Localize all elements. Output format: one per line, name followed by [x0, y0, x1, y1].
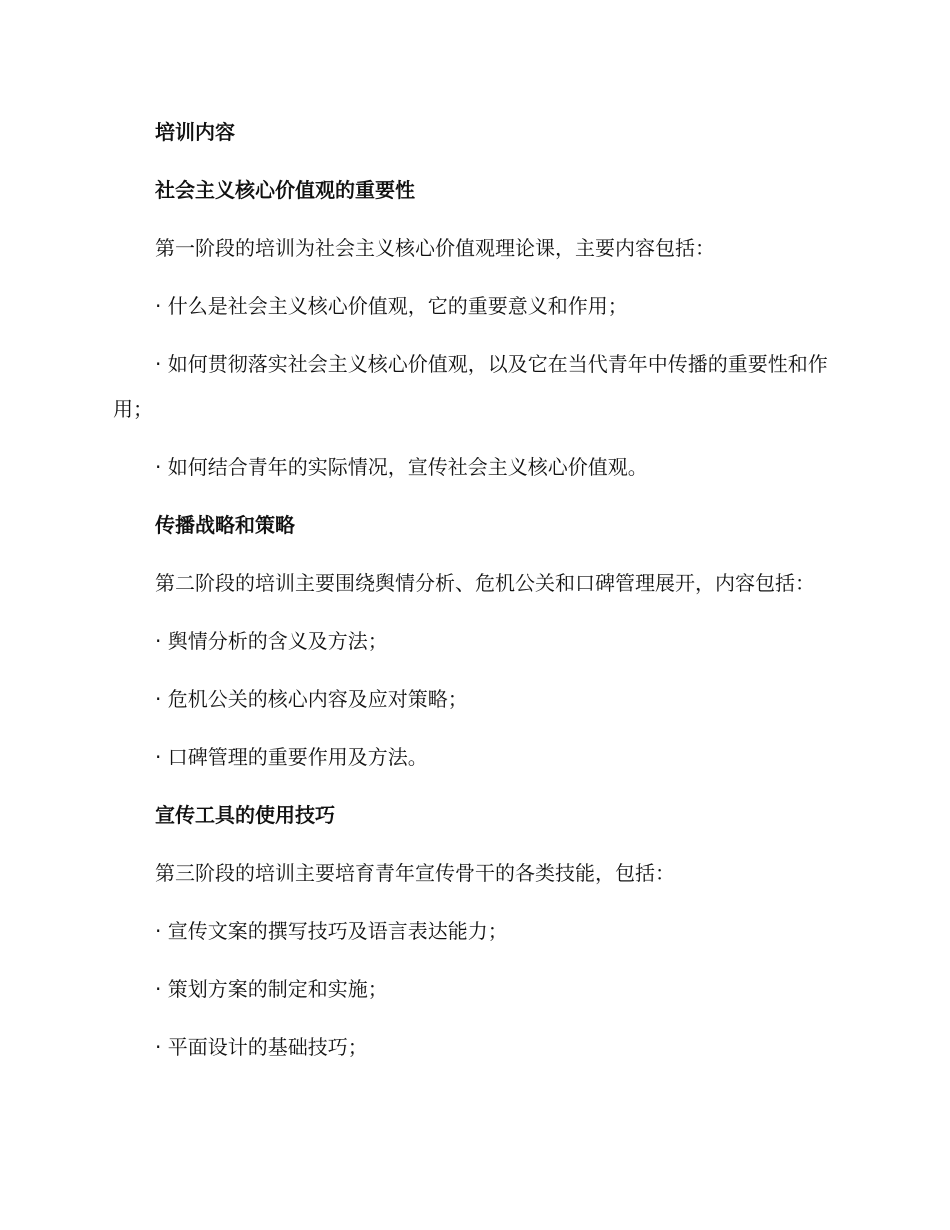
bullet-item: · 平面设计的基础技巧； [155, 1035, 368, 1059]
section-intro: 第三阶段的培训主要培育青年宣传骨干的各类技能，包括： [155, 861, 675, 885]
document-title: 培训内容 [155, 120, 235, 144]
bullet-item: · 如何贯彻落实社会主义核心价值观，以及它在当代青年中传播的重要性和作用； [113, 352, 828, 421]
bullet-item: · 舆情分析的含义及方法； [155, 629, 388, 653]
bullet-item: · 什么是社会主义核心价值观，它的重要意义和作用； [155, 294, 628, 318]
bullet-item: · 策划方案的制定和实施； [155, 977, 388, 1001]
section-intro: 第一阶段的培训为社会主义核心价值观理论课，主要内容包括： [155, 236, 715, 260]
section-heading: 宣传工具的使用技巧 [155, 803, 335, 827]
section-heading: 传播战略和策略 [155, 513, 295, 537]
section-intro: 第二阶段的培训主要围绕舆情分析、危机公关和口碑管理展开，内容包括： [155, 571, 815, 595]
section-heading: 社会主义核心价值观的重要性 [155, 178, 415, 202]
bullet-item: · 如何结合青年的实际情况，宣传社会主义核心价值观。 [155, 455, 648, 479]
bullet-item: · 口碑管理的重要作用及方法。 [155, 745, 428, 769]
document-body [113, 110, 833, 1083]
bullet-item: · 宣传文案的撰写技巧及语言表达能力； [155, 919, 508, 943]
bullet-item: · 危机公关的核心内容及应对策略； [155, 687, 468, 711]
